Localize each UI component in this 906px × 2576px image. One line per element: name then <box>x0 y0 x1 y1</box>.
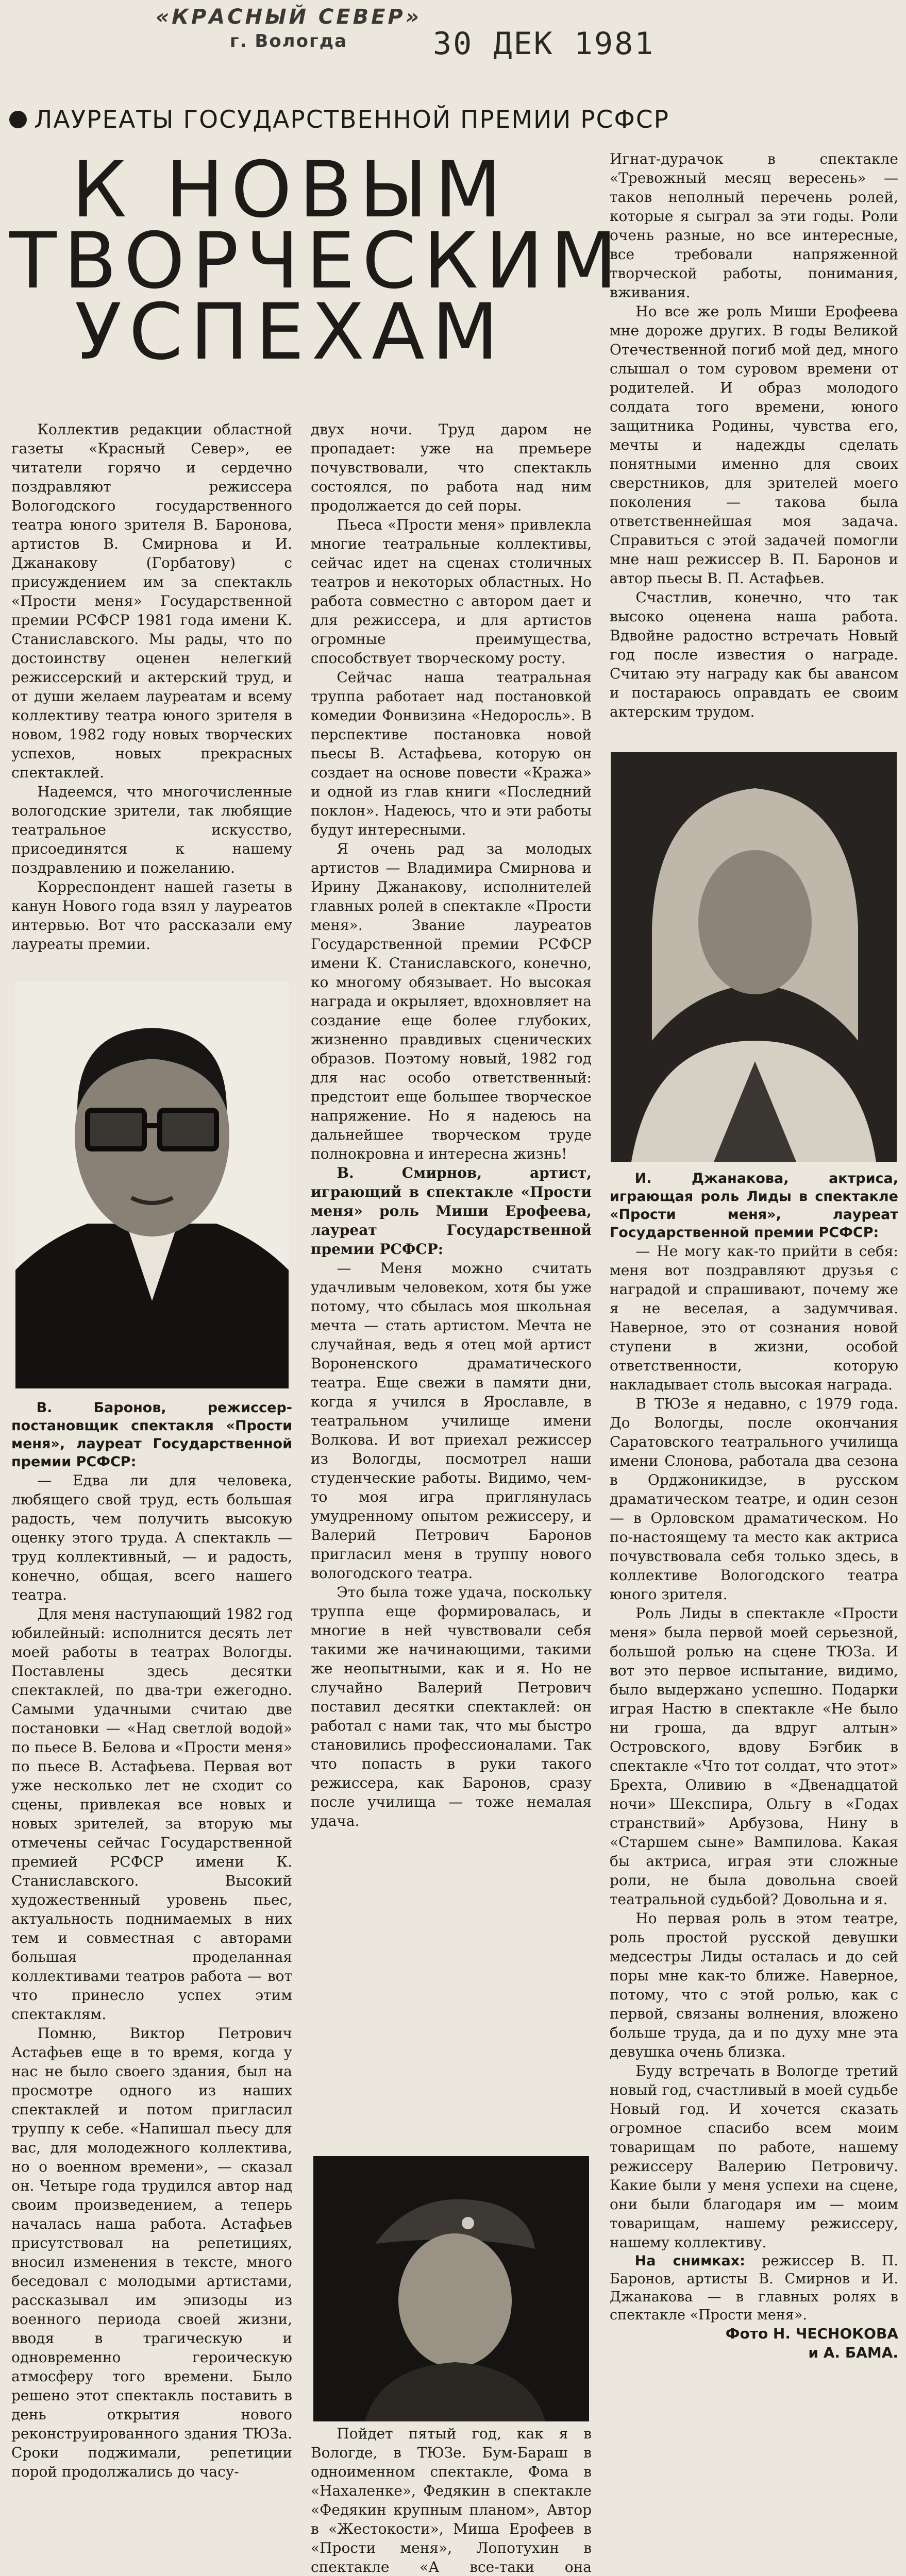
paragraph: Но первая роль в этом театре, роль простой русской девушки медсестры Лиды осталась и до сей поры мне как-то ближе. Наверное, потому, что с этой ролью, как с первой, связаны волнения, вложено больше труда, да и по духу мне эта девушка очень близка. <box>610 1910 898 2060</box>
paragraph: двух ночи. Труд даром не пропадает: уже на премьере почувствовали, что спектакль состоялся, по работа над ним продолжается до сей поры. <box>311 421 592 514</box>
byline-photographer: и А. БАМА. <box>808 2344 898 2361</box>
headline-line: УСПЕХАМ <box>74 287 506 377</box>
byline-photographer: Фото Н. ЧЕСНОКОВА <box>725 2325 898 2342</box>
paragraph: Пьеса «Прости меня» привлекла многие театральные коллективы, сейчас идет на сценах столичных театров и некоторых областных. Но работа совместно с автором дает и для режиссера, и для артистов огромные преимущества, способствует творческому росту. <box>311 516 592 667</box>
photo-smirnov <box>313 2156 589 2421</box>
paragraph: — Меня можно считать удачливым человеком, хотя бы уже потому, что сбылась моя школьная мечта — стать артистом. Мечта не случайная, ведь я отец мой артист Вороненского драматического театра. Еще свежи в памяти дни, когда я учился в Ярославле, в театральном училище имени Волкова. И вот приехал режиссер из Вологды, посмотрел наши студенческие работы. Видимо, чем-то моя игра приглянулась умудренному опытом режиссеру, и Валерий Петрович Баронов пригласил меня в труппу нового вологодского театра. <box>311 1260 592 1582</box>
headline-line: К НОВЫМ <box>72 145 509 235</box>
bullet-icon <box>9 111 27 128</box>
paragraph: Пойдет пятый год, как я в Вологде, в ТЮЗе. Бум-Бараш в одноименном спектакле, Фома в «Нахаленке», Федякин в спектакле «Федякин крупным планом», Автор в «Жестокости», Миша Ерофеев в «Прости меня», Лопотухин в спектакле «А все-таки она <box>311 2425 592 2575</box>
paragraph: Помню, Виктор Петрович Астафьев еще в то время, когда у нас не было своего здания, был на просмотре одного из наших спектаклей и потом пригласил труппу к себе. «Напишал пьесу для вас, для молодежного коллектива, но о военном времени», — сказал он. Четыре года трудился автор над своим произведением, а теперь началась наша работа. Астафьев присутствовал на репетициях, вносил изменения в тексте, много беседовал с молодыми артистами, рассказывал им эпизоды из военного периода своей жизни, вводя в трагическую и одновременно героическую атмосферу того времени. Было решено этот спектакль поставить в день открытия нового реконструированного здания ТЮЗа. Сроки поджимали, репетиции порой продолжались до часу- <box>11 2025 292 2480</box>
photo-credits-text: режиссер В. П. Баронов, артисты В. Смирнов и И. Джанакова — в главных ролях в спектакле «Прости меня». <box>610 2253 898 2323</box>
paragraph: В ТЮЗе я недавно, с 1979 года. До Вологды, после окончания Саратовского театрального училища имени Слонова, работала два сезона в Орджоникидзе, в русском драматическом театре, и один сезон — в Орловском драматическом. Но по-настоящему та место как актриса почувствовала себя только здесь, в коллективе Вологодского театра юного зрителя. <box>610 1395 898 1603</box>
paragraph: Но все же роль Миши Ерофеева мне дороже других. В годы Великой Отечественной погиб мой дед, много слышал о том суровом времени от родителей. И образ молодого солдата того времени, юного защитника Родины, чувства его, мечты и надежды сделать понятными именно для своих сверстников, для зрителей моего поколения — такова была ответственнейшая моя задача. Справиться с этой задачей помогли мне наш режиссер В. П. Баронов и автор пьесы В. П. Астафьев. <box>610 303 898 587</box>
paragraph: Коллектив редакции областной газеты «Красный Север», ее читатели горячо и сердечно поздравляют режиссера Вологодского государственного театра юного зрителя В. Баронова, артистов В. Смирнова и И. Джанакову (Горбатову) с присуждением им за спектакль «Прости меня» Государственной премии РСФСР 1981 года имени К. Станиславского. Мы рады, что по достоинству оценен нелегкий режиссерский и актерский труд, и от души желаем лауреатам и всему коллективу театра юного зрителя в новом, 1982 году новых творческих успехов, новых прекрасных спектаклей. <box>11 421 292 781</box>
photo-caption-baronov: В. Баронов, режиссер-постановщик спектакля «Прости меня», лауреат Государственной премии РСФСР: <box>11 1400 292 1470</box>
column-1-baronov <box>11 1399 292 2522</box>
column-3-smirnov <box>610 149 898 747</box>
column-1-intro <box>11 420 292 987</box>
column-2-bottom <box>311 2424 592 2575</box>
portrait-woman-headscarf-icon <box>611 752 897 1162</box>
paragraph: Игнат-дурачок в спектакле «Тревожный месяц вересень» — таков неполный перечень ролей, которые я сыграл за эти годы. Роли очень разные, но все интересные, все требовали напряженной творческой работы, понимания, вживания. <box>610 150 898 301</box>
rubric <box>9 106 669 134</box>
headline-line: ТВОРЧЕСКИМ <box>9 216 625 306</box>
newspaper-name: «КРАСНЫЙ СЕВЕР» <box>156 5 422 29</box>
paragraph: Надеемся, что многочисленные вологодские зрители, так любящие театральное искусство, присоединятся к нашему поздравлению и пожеланию. <box>11 783 292 876</box>
caption-smirnov: В. Смирнов, артист, играющий в спектакле «Прости меня» роль Миши Ерофеева, лауреат Государственной премии РСФСР: <box>311 1164 592 1258</box>
paragraph: Я очень рад за молодых артистов — Владимира Смирнова и Ирину Джанакову, исполнителей главных ролей в спектакле «Прости меня». Звание лауреатов Государственной премии РСФСР имени К. Станиславского, конечно, ко многому обязывает. Но высокая награда и окрыляет, вдохновляет на создание еще более глубоких, жизненно правдивых сценических образов. Поэтому новый, 1982 год для нас особо ответственный: предстоит еще большее творческое напряжение. Но я надеюсь на дальнейшее творческом труде полнокровна и интересна жизнь! <box>311 840 592 1162</box>
paragraph: Буду встречать в Вологде третий новый год, счастливый в моей судьбе Новый год. И хочется сказать огромное спасибо всем моим товарищам по работе, нашему режиссеру Валерию Петровичу. Какие были у меня успехи на сцене, они были благодаря им — моим товарищам, нашему режиссеру, нашему коллективу. <box>610 2062 898 2251</box>
paragraph: Для меня наступающий 1982 год юбилейный: исполнится десять лет моей работы в театрах Вологды. Поставлены здесь десятки спектаклей, по два-три ежегодно. Самыми удачными считаю две постановки — «Над светлой водой» по пьесе В. Белова и «Прости меня» по пьесе В. Астафьева. Первая вот уже несколько лет не сходит со сцены, привлекая все новых и новых зрителей, за вторую мы отмечены сейчас Государственной премией РСФСР имени К. Станиславского. Высокий художественный уровень пьес, актуальность поднимаемых в них тем и совместная с авторами большая проделанная коллективами театров работа — вот что принесло успех этим спектаклям. <box>11 1605 292 2023</box>
rubric-text: ЛАУРЕАТЫ ГОСУДАРСТВЕННОЙ ПРЕМИИ РСФСР <box>34 106 669 134</box>
photo-credits <box>610 2252 898 2324</box>
paragraph: Это была тоже удача, поскольку труппа еще формировалась, и многие в ней чувствовали себя такими же начинающими, такими же неопытными, как и я. Но не случайно Валерий Петрович поставил десятки спектаклей: он работал с нами так, что мы быстро становились профессионалами. Так что попасть в руки такого режиссера, как Баронов, сразу после училища — тоже немалая удача. <box>311 1584 592 1829</box>
portrait-man-glasses-icon <box>15 981 289 1388</box>
paragraph: Корреспондент нашей газеты в канун Нового года взял у лауреатов интервью. Вот что рассказали ему лауреаты премии. <box>11 878 292 953</box>
column-2 <box>311 420 592 2164</box>
paragraph: Счастлив, конечно, что так высоко оценена наша работа. Вдвойне радостно встречать Новый год после известия о награде. Считаю эту награду как бы авансом и постараюсь оправдать ее своим актерским трудом. <box>610 589 898 720</box>
paragraph: — Едва ли для человека, любящего свой труд, есть большая радость, чем получить высокую оценку этого труда. А спектакль — труд коллективный, — и радость, конечно, общая, всего нашего театра. <box>11 1472 292 1603</box>
photo-dzhanakova <box>611 752 897 1162</box>
paragraph: Роль Лиды в спектакле «Прости меня» была первой моей серьезной, большой ролью на сцене ТЮЗа. И вот это первое испытание, видимо, было выдержано успешно. Подарки играя Настю в спектакле «Не было ни гроша, да вдруг алтын» Островского, вдову Бэгбик в спектакле «Что тот солдат, что этот» Брехта, Оливию в «Двенадцатой ночи» Шекспира, Ольгу в «Годах странствий» Арбузова, Нину в «Старшем сыне» Вампилова. Какая бы актриса, играя эти сложные роли, не была довольна своей театральной судьбой? Довольна и я. <box>610 1605 898 1908</box>
portrait-soldier-icon <box>313 2156 589 2421</box>
newspaper-city: г. Вологда <box>229 31 348 52</box>
column-3-dzhanakova <box>610 1170 898 2524</box>
photo-caption-dzhanakova: И. Джанакова, актриса, играющая роль Лиды в спектакле «Прости меня», лауреат Государственной премии РСФСР: <box>610 1171 898 1241</box>
paragraph: Сейчас наша театральная труппа работает над постановкой комедии Фонвизина «Недоросль». В перспективе постановка новой пьесы В. Астафьева, которую он создает на основе повести «Кража» и одной из глав книги «Последний поклон». Надеюсь, что и эти работы будут интересными. <box>311 669 592 838</box>
date-stamp: 30 ДЕК 1981 <box>433 26 655 62</box>
photo-baronov <box>15 981 289 1388</box>
paragraph: — Не могу как-то прийти в себя: меня вот поздравляют друзья с наградой и спрашивают, почему же я не веселая, а задумчивая. Наверное, это от сознания новой ступени в жизни, особой ответственности, которую накладывает столь высокая награда. <box>610 1243 898 1393</box>
masthead <box>149 5 428 52</box>
photo-credits-label: На снимках: <box>634 2253 745 2269</box>
headline <box>9 145 625 377</box>
